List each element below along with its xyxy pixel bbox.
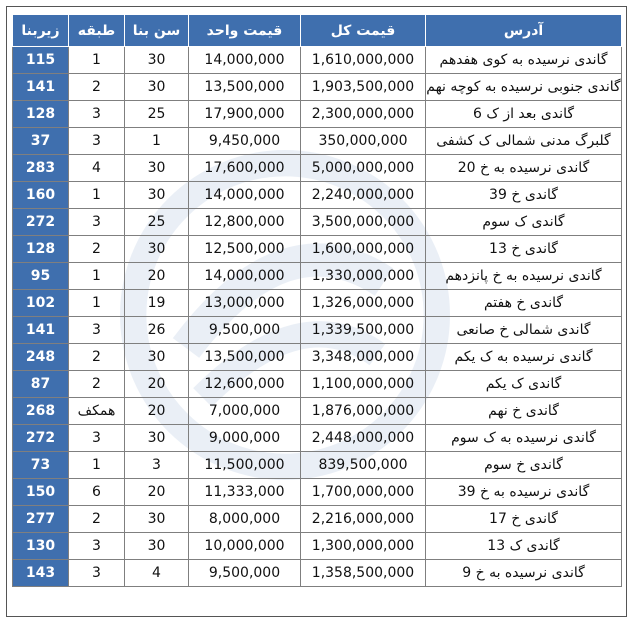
header-address: آدرس <box>426 15 622 47</box>
cell-age: 30 <box>125 155 189 182</box>
cell-unit-price: 9,500,000 <box>189 560 301 587</box>
table-row <box>13 398 622 425</box>
cell-floor: 1 <box>69 47 125 74</box>
cell-unit-price: 12,500,000 <box>189 236 301 263</box>
cell-age: 20 <box>125 263 189 290</box>
cell-area: 143 <box>13 560 69 587</box>
cell-total-price: 1,358,500,000 <box>301 560 426 587</box>
cell-unit-price: 11,500,000 <box>189 452 301 479</box>
cell-total-price: 2,240,000,000 <box>301 182 426 209</box>
cell-floor: 3 <box>69 317 125 344</box>
table-row <box>13 560 622 587</box>
cell-address: گاندی خ 39 <box>426 182 622 209</box>
cell-area: 272 <box>13 209 69 236</box>
table-row <box>13 155 622 182</box>
cell-address: گاندی شمالی خ صانعی <box>426 317 622 344</box>
cell-age: 20 <box>125 398 189 425</box>
price-table <box>12 14 622 587</box>
table-row <box>13 236 622 263</box>
cell-total-price: 3,348,000,000 <box>301 344 426 371</box>
cell-address: گاندی بعد از ک 6 <box>426 101 622 128</box>
cell-floor: 4 <box>69 155 125 182</box>
cell-floor: 3 <box>69 560 125 587</box>
cell-floor: 3 <box>69 128 125 155</box>
cell-unit-price: 13,000,000 <box>189 290 301 317</box>
cell-total-price: 3,500,000,000 <box>301 209 426 236</box>
cell-floor: 3 <box>69 209 125 236</box>
cell-total-price: 1,610,000,000 <box>301 47 426 74</box>
cell-total-price: 1,100,000,000 <box>301 371 426 398</box>
cell-floor: 2 <box>69 236 125 263</box>
cell-area: 37 <box>13 128 69 155</box>
cell-area: 128 <box>13 101 69 128</box>
table-row <box>13 263 622 290</box>
cell-total-price: 1,600,000,000 <box>301 236 426 263</box>
cell-unit-price: 14,000,000 <box>189 182 301 209</box>
cell-total-price: 350,000,000 <box>301 128 426 155</box>
cell-age: 30 <box>125 344 189 371</box>
table-row <box>13 344 622 371</box>
cell-unit-price: 17,900,000 <box>189 101 301 128</box>
cell-unit-price: 17,600,000 <box>189 155 301 182</box>
cell-floor: 3 <box>69 425 125 452</box>
cell-area: 95 <box>13 263 69 290</box>
cell-unit-price: 13,500,000 <box>189 344 301 371</box>
cell-area: 272 <box>13 425 69 452</box>
header-floor: طبقه <box>69 15 125 47</box>
table-row <box>13 317 622 344</box>
table-body <box>13 47 622 587</box>
cell-area: 87 <box>13 371 69 398</box>
cell-address: گاندی نرسیده به ک سوم <box>426 425 622 452</box>
cell-age: 3 <box>125 452 189 479</box>
cell-area: 141 <box>13 317 69 344</box>
table-row <box>13 128 622 155</box>
header-total-price: قیمت کل <box>301 15 426 47</box>
cell-age: 20 <box>125 371 189 398</box>
header-row <box>13 15 622 47</box>
cell-unit-price: 9,500,000 <box>189 317 301 344</box>
cell-age: 30 <box>125 74 189 101</box>
cell-age: 30 <box>125 533 189 560</box>
cell-unit-price: 13,500,000 <box>189 74 301 101</box>
cell-total-price: 1,876,000,000 <box>301 398 426 425</box>
cell-address: گاندی ک یکم <box>426 371 622 398</box>
cell-age: 26 <box>125 317 189 344</box>
cell-total-price: 2,300,000,000 <box>301 101 426 128</box>
cell-floor: 1 <box>69 182 125 209</box>
table-row <box>13 101 622 128</box>
cell-unit-price: 8,000,000 <box>189 506 301 533</box>
cell-total-price: 5,000,000,000 <box>301 155 426 182</box>
cell-area: 102 <box>13 290 69 317</box>
cell-address: گاندی ک 13 <box>426 533 622 560</box>
table-row <box>13 506 622 533</box>
cell-total-price: 1,339,500,000 <box>301 317 426 344</box>
cell-area: 128 <box>13 236 69 263</box>
table-row <box>13 425 622 452</box>
cell-address: گاندی خ هفتم <box>426 290 622 317</box>
cell-total-price: 1,903,500,000 <box>301 74 426 101</box>
cell-unit-price: 9,450,000 <box>189 128 301 155</box>
header-area: زیربنا <box>13 15 69 47</box>
cell-address: گاندی خ 13 <box>426 236 622 263</box>
cell-total-price: 839,500,000 <box>301 452 426 479</box>
cell-area: 277 <box>13 506 69 533</box>
cell-total-price: 1,700,000,000 <box>301 479 426 506</box>
cell-area: 268 <box>13 398 69 425</box>
cell-floor: 2 <box>69 74 125 101</box>
cell-unit-price: 7,000,000 <box>189 398 301 425</box>
cell-total-price: 2,216,000,000 <box>301 506 426 533</box>
cell-age: 25 <box>125 101 189 128</box>
cell-floor: 2 <box>69 344 125 371</box>
cell-address: گاندی نرسیده به ک یکم <box>426 344 622 371</box>
cell-age: 30 <box>125 182 189 209</box>
cell-area: 248 <box>13 344 69 371</box>
cell-age: 30 <box>125 236 189 263</box>
cell-floor: 3 <box>69 101 125 128</box>
cell-age: 4 <box>125 560 189 587</box>
cell-address: گاندی خ 17 <box>426 506 622 533</box>
cell-address: گاندی نرسیده به کوی هفدهم <box>426 47 622 74</box>
cell-area: 141 <box>13 74 69 101</box>
cell-age: 20 <box>125 479 189 506</box>
cell-unit-price: 9,000,000 <box>189 425 301 452</box>
cell-address: گاندی نرسیده به خ 20 <box>426 155 622 182</box>
cell-unit-price: 11,333,000 <box>189 479 301 506</box>
cell-unit-price: 10,000,000 <box>189 533 301 560</box>
cell-total-price: 2,448,000,000 <box>301 425 426 452</box>
cell-unit-price: 14,000,000 <box>189 47 301 74</box>
cell-total-price: 1,330,000,000 <box>301 263 426 290</box>
cell-age: 30 <box>125 425 189 452</box>
table-row <box>13 209 622 236</box>
table-row <box>13 533 622 560</box>
cell-total-price: 1,326,000,000 <box>301 290 426 317</box>
header-unit-price: قیمت واحد <box>189 15 301 47</box>
cell-area: 150 <box>13 479 69 506</box>
cell-floor: 2 <box>69 371 125 398</box>
cell-area: 115 <box>13 47 69 74</box>
cell-floor: 1 <box>69 452 125 479</box>
table-row <box>13 182 622 209</box>
cell-unit-price: 14,000,000 <box>189 263 301 290</box>
cell-area: 283 <box>13 155 69 182</box>
cell-area: 160 <box>13 182 69 209</box>
cell-floor: 1 <box>69 263 125 290</box>
cell-floor: 1 <box>69 290 125 317</box>
cell-age: 30 <box>125 506 189 533</box>
cell-floor: 6 <box>69 479 125 506</box>
cell-age: 30 <box>125 47 189 74</box>
table-row <box>13 74 622 101</box>
cell-address: گاندی خ نهم <box>426 398 622 425</box>
cell-address: گاندی جنوبی نرسیده به کوچه نهم <box>426 74 622 101</box>
table-row <box>13 479 622 506</box>
cell-address: گاندی نرسیده به خ پانزدهم <box>426 263 622 290</box>
cell-age: 25 <box>125 209 189 236</box>
cell-floor: همکف <box>69 398 125 425</box>
cell-total-price: 1,300,000,000 <box>301 533 426 560</box>
cell-address: گلبرگ مدنی شمالی ک کشفی <box>426 128 622 155</box>
cell-area: 73 <box>13 452 69 479</box>
cell-area: 130 <box>13 533 69 560</box>
cell-address: گاندی ک سوم <box>426 209 622 236</box>
cell-address: گاندی خ سوم <box>426 452 622 479</box>
cell-floor: 2 <box>69 506 125 533</box>
cell-address: گاندی نرسیده به خ 9 <box>426 560 622 587</box>
cell-floor: 3 <box>69 533 125 560</box>
header-age: سن بنا <box>125 15 189 47</box>
table-row <box>13 47 622 74</box>
table-row <box>13 371 622 398</box>
cell-age: 1 <box>125 128 189 155</box>
cell-address: گاندی نرسیده به خ 39 <box>426 479 622 506</box>
cell-age: 19 <box>125 290 189 317</box>
table-row <box>13 452 622 479</box>
cell-unit-price: 12,600,000 <box>189 371 301 398</box>
table-row <box>13 290 622 317</box>
cell-unit-price: 12,800,000 <box>189 209 301 236</box>
